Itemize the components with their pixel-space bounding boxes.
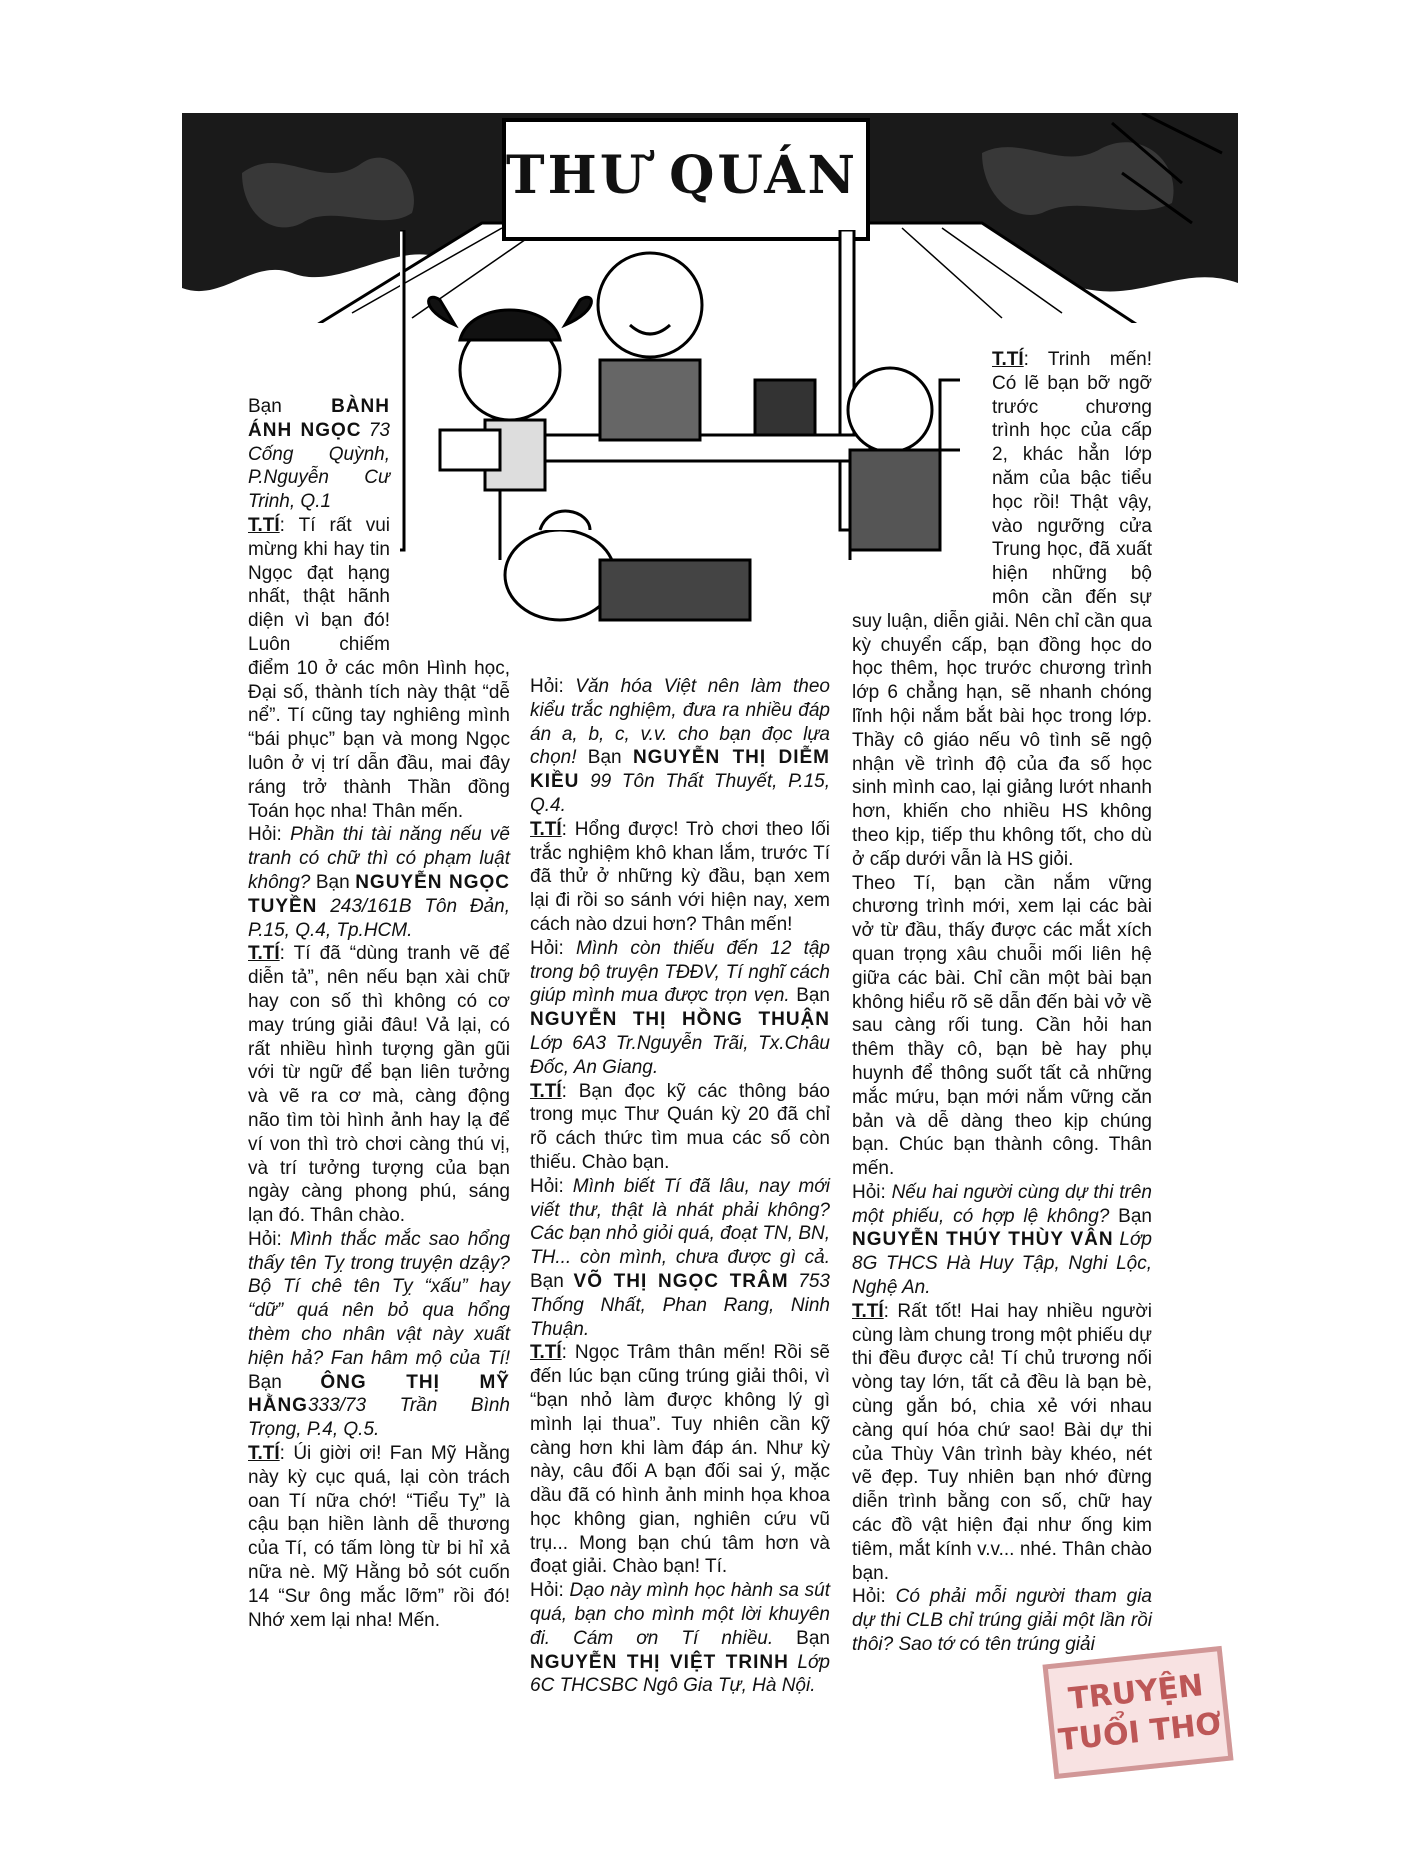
- answer-text: : Bạn đọc kỹ các thông báo trong mục Thư Quán kỳ 20 đã chỉ rõ cách thức tìm mua các số còn thiếu. Chào bạn.: [530, 1080, 830, 1173]
- question-3: [248, 1228, 510, 1442]
- column-1: [248, 395, 510, 1632]
- question-2: [248, 823, 510, 942]
- answer-2: [530, 1080, 830, 1175]
- reader-address: Lớp 6A3 Tr.Nguyễn Trãi, Tx.Châu Đốc, An Giang.: [530, 1032, 830, 1078]
- answer-text: : Rất tốt! Hai hay nhiều người cùng làm chung trong một phiếu dự thi đều được cả! Tí chủ trương nối vòng tay lớn, tất cả đều là bạn bè, cùng gắn bó, chia xẻ với nhau càng quí hóa chứ sao! Bài dự thi của Thùy Vân trình bày khéo, nét vẽ đẹp. Tuy nhiên bạn nhớ đừng diễn trình bằng con số, chữ hay các đồ vật hiện đại như ống kim tiêm, mắt kính v.v... nhé. Thân chào bạn.: [852, 1300, 1153, 1584]
- hoi-label: Hỏi:: [530, 1580, 570, 1602]
- reader-name: BÀNH ÁNH NGỌC: [248, 396, 390, 441]
- reader-name: ÔNG THỊ MỸ HẰNG: [248, 1371, 510, 1417]
- hoi-label: Hỏi:: [248, 1228, 291, 1250]
- tti-label: T.TÍ: [530, 1342, 562, 1364]
- reader-name: VÕ THỊ NGỌC TRÂM: [573, 1270, 789, 1292]
- tti-label: T.TÍ: [248, 1443, 280, 1465]
- hoi-label: Hỏi:: [530, 1175, 573, 1197]
- answer-1: [530, 818, 830, 937]
- ban-label: Bạn: [530, 1270, 574, 1292]
- question-text: Phần thi tài năng nếu vẽ tranh có chữ thì có phạm luật không?: [248, 824, 511, 893]
- sign-title: THƯ QUÁN: [505, 145, 859, 206]
- answer-2: [248, 942, 510, 1228]
- reader-address: Lớp 8G THCS Hà Huy Tập, Nghi Lộc, Nghệ An.: [852, 1229, 1152, 1299]
- logo-line-1: TRUYỆN: [1066, 1667, 1205, 1717]
- question-text: Văn hóa Việt nên làm theo kiểu trắc nghiệm, đưa ra nhiều đáp án a, b, c, v.v. cho bạn đọc lựa chọn!: [530, 676, 830, 769]
- question-2: [530, 937, 830, 1080]
- column-3: [852, 348, 1152, 1657]
- answer-1b: Theo Tí, bạn cần nắm vững chương trình mới, xem lại các bài vở từ đầu, thấy được các mắt xích quan trọng xâu chuỗi mối liên hệ giữa các bài. Chỉ cần một bài bạn không hiểu rõ sẽ dẫn đến bài vở về sau càng rối tung. Cần hỏi han thêm thầy cô, bạn bè hay phụ huynh để thông suốt tất cả những mắc mứu, bạn mới nắm vững căn bản và dễ dàng theo kịp chúng bạn. Chúc bạn thành công. Thân mến.: [852, 872, 1152, 1180]
- tti-label: T.TÍ: [248, 943, 280, 965]
- tti-label: T.TÍ: [530, 818, 562, 840]
- ban-label: Bạn: [248, 396, 332, 417]
- ban-label: Bạn: [310, 871, 356, 893]
- answer-text: : Hổng được! Trò chơi theo lối trắc nghiệm khô khan lắm, trước Tí đã thử ở những kỳ đầu, bạn xem lại đi rồi so sánh với hiện nay, xem cách nào dzui hơn? Thân mến!: [530, 818, 830, 935]
- question-text: Nếu hai người cùng dự thi trên một phiếu, có hợp lệ không?: [852, 1181, 1152, 1227]
- answer-text: : Tí rất vui mừng khi hay tin Ngọc đạt hạng nhất, thật hãnh diện vì bạn đó! Luôn chiếm điểm 10 ở các môn Hình học, Đại số, thành tích này thật “dễ nể”. Tí cũng tay nghiêng mình “bái phục” bạn và mong Ngọc luôn ở vị trí dẫn đầu, mai đây ráng trở thành Thần đồng Toán học nha! Thân mến.: [248, 514, 510, 822]
- text-wrap-space: [852, 348, 992, 608]
- reader-address: 99 Tôn Thất Thuyết, P.15, Q.4.: [530, 771, 830, 816]
- hoi-label: Hỏi:: [530, 937, 576, 959]
- reader-name: NGUYỄN THỊ VIỆT TRINH: [530, 1651, 789, 1673]
- answer-text: : Tí đã “dùng tranh vẽ để diễn tả”, nên nếu bạn xài chữ hay con số thì không có cơ may trúng giải đâu! Vả lại, có rất nhiều hình tượng gần gũi với từ ngữ để bạn liên tưởng và vẽ ra cơ mà, càng động não tìm tòi hình ảnh hay lạ để ví von thì trò chơi càng thú vị, và trí tưởng tượng của bạn ngày càng phong phú, sáng lạn đó. Thân chào.: [248, 943, 510, 1227]
- reader-name: NGUYỄN THÚY THÙY VÂN: [852, 1229, 1114, 1251]
- hoi-label: Hỏi:: [530, 676, 576, 697]
- question-3: [530, 1175, 830, 1342]
- ban-label: Bạn: [248, 1371, 321, 1393]
- reader-address: Lớp 6C THCSBC Ngô Gia Tự, Hà Nội.: [530, 1651, 830, 1697]
- ban-label: Bạn: [789, 985, 830, 1007]
- tti-label: T.TÍ: [248, 514, 280, 536]
- hoi-label: Hỏi:: [852, 1586, 896, 1608]
- reader-address: 333/73 Trần Bình Trọng, P.4, Q.5.: [248, 1395, 510, 1441]
- tti-label: T.TÍ: [852, 1300, 884, 1322]
- column-2: [530, 675, 830, 1698]
- question-text: Mình biết Tí đã lâu, nay mới viết thư, thật là nhát phải không? Các bạn nhỏ giỏi quá, đoạt TN, BN, TH... còn mình, chưa được gì cả.: [530, 1175, 830, 1269]
- reader-address: 73 Cống Quỳnh, P.Nguyễn Cư Trinh, Q.1: [248, 419, 390, 513]
- question-4: [530, 1579, 830, 1698]
- answer-text: : Ngọc Trâm thân mến! Rồi sẽ đến lúc bạn cũng trúng giải thôi, vì “bạn nhỏ làm được không lý gì mình lại thua”. Tuy nhiên cần kỹ càng hơn khi làm đáp án. Như kỳ này, câu đối A bạn đối sai ý, mặc dầu đã có hình ảnh minh họa khoa học không gian, nghiên cứu vũ trụ... Mong bạn chú tâm hơn và đoạt giải. Chào bạn! Tí.: [530, 1342, 830, 1578]
- tti-label: T.TÍ: [530, 1080, 562, 1102]
- question-1: [530, 675, 830, 818]
- question-2: [852, 1181, 1152, 1300]
- hoi-label: Hỏi:: [248, 824, 291, 846]
- ban-label: Bạn: [1109, 1205, 1152, 1227]
- answer-text: : Trinh mến! Có lẽ bạn bỡ ngỡ trước chương trình học của cấp 2, khác hẳn lớp năm của bậc tiểu học rồi! Thật vậy, vào ngưỡng cửa Trung học, đã xuất hiện những bộ môn cần đến sự suy luận, diễn giải. Nên chỉ cần qua kỳ chuyển cấp, bạn đồng học do học thêm, học trước chương trình lớp 6 chẳng hạn, sẽ nhanh chóng lĩnh hội nắm bắt bài học trong lớp. Thầy cô giáo nếu vô tình sẽ ngộ nhận về trình độ của đa số học sinh mình cao, lại giảng lướt nhanh hơn, khiến cho nhiều HS không theo kịp, tiếp thu không tốt, cho dù ở cấp dưới vẫn là HS giỏi.: [852, 349, 1152, 870]
- answer-3: [248, 1442, 510, 1632]
- ban-label: Bạn: [773, 1627, 830, 1649]
- hoi-label: Hỏi:: [852, 1181, 892, 1203]
- answer-text: : Úi giời ơi! Fan Mỹ Hằng này kỳ cục quá, lại còn trách oan Tí nữa chớ! “Tiểu Tỵ” là cậu bạn hiền lành dễ thương của Tí, có tấm lòng từ bi hỉ xả nữa nè. Mỹ Hằng bỏ sót cuốn 14 “Sư ông mắc lỡm” rồi đó! Nhớ xem lại nha! Mến.: [248, 1443, 510, 1631]
- reader-name: NGUYỄN THỊ DIỄM KIỀU: [530, 747, 830, 793]
- tti-label: T.TÍ: [992, 349, 1024, 370]
- question-text: Mình còn thiếu đến 12 tập trong bộ truyện TĐĐV, Tí nghĩ cách giúp mình mua được trọn vẹn.: [530, 937, 830, 1007]
- answer-2: [852, 1300, 1152, 1586]
- reader-address: 753 Thống Nhất, Phan Rang, Ninh Thuận.: [530, 1270, 830, 1340]
- question-text: Dạo này mình học hành sa sút quá, bạn cho mình một lời khuyên đi. Cám ơn Tí nhiều.: [530, 1580, 830, 1649]
- logo-line-2: TUỔI THƠ: [1056, 1705, 1224, 1758]
- question-text: Mình thắc mắc sao hổng thấy tên Tỵ trong truyện dzậy? Bộ Tí chê tên Tỵ “xấu” hay “dữ” quá nên bỏ qua hổng thèm cho nhân vật này xuất hiện hả? Fan hâm mộ của Tí!: [248, 1228, 510, 1369]
- answer-3: [530, 1341, 830, 1579]
- reader-name: NGUYỄN NGỌC TUYỀN: [248, 871, 510, 917]
- ban-label: Bạn: [576, 747, 633, 769]
- reader-address: 243/161B Tôn Đản, P.15, Q.4, Tp.HCM.: [248, 895, 510, 941]
- question-text: Có phải mỗi người tham gia dự thi CLB chỉ trúng giải một lần rồi thôi? Sao tớ có tên trúng giải: [852, 1586, 1152, 1656]
- truyen-tuoi-tho-logo: [1042, 1646, 1233, 1779]
- text-wrap-space: [390, 395, 510, 655]
- question-3: [852, 1585, 1152, 1656]
- reader-name: NGUYỄN THỊ HỒNG THUẬN: [530, 1009, 830, 1031]
